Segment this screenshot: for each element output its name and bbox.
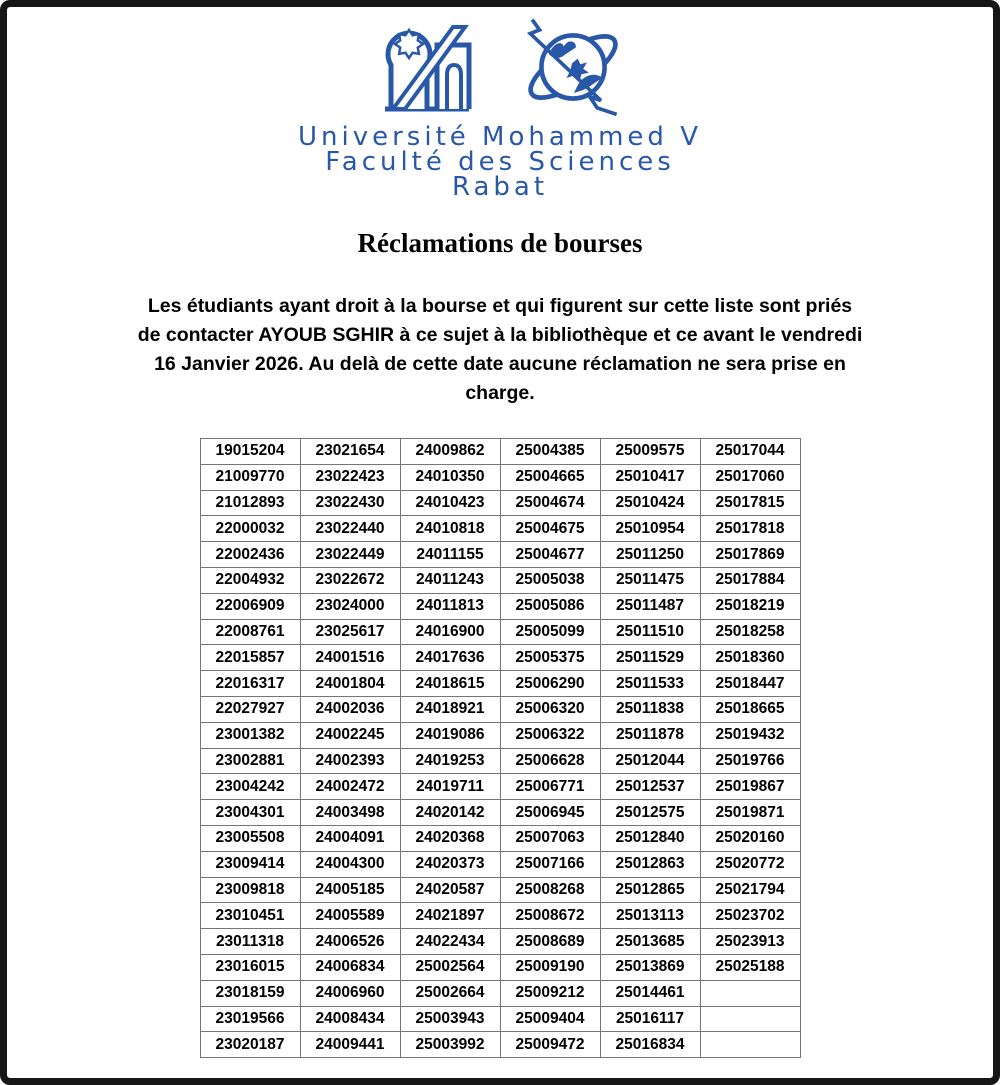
student-id-cell: 25017884 (700, 567, 800, 593)
table-row (200, 800, 800, 826)
student-id-cell: 24019086 (400, 722, 500, 748)
student-id-cell (700, 980, 800, 1006)
student-id-cell: 24001516 (300, 645, 400, 671)
student-id-cell: 25023702 (700, 903, 800, 929)
student-id-cell: 25012537 (600, 774, 700, 800)
student-id-cell: 24010423 (400, 490, 500, 516)
student-id-cell: 24010350 (400, 464, 500, 490)
student-id-cell: 23020187 (200, 1032, 300, 1058)
table-row (200, 851, 800, 877)
student-id-cell: 23009818 (200, 877, 300, 903)
student-id-cell: 19015204 (200, 439, 300, 465)
student-id-cell: 25011878 (600, 722, 700, 748)
student-id-cell: 21009770 (200, 464, 300, 490)
student-id-cell: 24017636 (400, 645, 500, 671)
student-id-cell: 25011250 (600, 542, 700, 568)
student-id-cell: 24019711 (400, 774, 500, 800)
student-id-cell: 25012575 (600, 800, 700, 826)
student-id-cell: 25005038 (500, 567, 600, 593)
student-id-cell: 23010451 (200, 903, 300, 929)
student-id-cell: 25003943 (400, 1006, 500, 1032)
student-id-cell: 25012865 (600, 877, 700, 903)
student-id-cell: 24009862 (400, 439, 500, 465)
notice-line: charge. (465, 382, 535, 404)
table-row (200, 671, 800, 697)
student-id-cell: 22006909 (200, 593, 300, 619)
student-id-cell: 24009441 (300, 1032, 400, 1058)
student-id-cell: 24001804 (300, 671, 400, 697)
notice-text (7, 292, 993, 408)
student-id-cell: 25020772 (700, 851, 800, 877)
student-id-cell: 24006960 (300, 980, 400, 1006)
student-id-cell: 22000032 (200, 516, 300, 542)
notice-line: de contacter AYOUB SGHIR à ce sujet à la bibliothèque et ce avant le vendredi (137, 324, 863, 346)
student-id-cell: 25008672 (500, 903, 600, 929)
student-id-cell: 24011243 (400, 567, 500, 593)
student-id-cell: 25017060 (700, 464, 800, 490)
science-orbit-logo-icon (521, 15, 625, 119)
student-id-cell: 25011510 (600, 619, 700, 645)
student-id-cell: 25008268 (500, 877, 600, 903)
student-id-cell: 25006771 (500, 774, 600, 800)
student-id-cell: 23019566 (200, 1006, 300, 1032)
table-row (200, 748, 800, 774)
table-row (200, 619, 800, 645)
table-row (200, 696, 800, 722)
student-id-cell: 25017818 (700, 516, 800, 542)
table-row (200, 490, 800, 516)
student-id-cell: 24006526 (300, 929, 400, 955)
student-id-cell: 25016834 (600, 1032, 700, 1058)
student-id-cell: 24018921 (400, 696, 500, 722)
table-row (200, 439, 800, 465)
student-id-cell: 23004242 (200, 774, 300, 800)
student-id-cell (700, 1032, 800, 1058)
student-id-cell: 25023913 (700, 929, 800, 955)
student-id-cell: 24004091 (300, 825, 400, 851)
university-name: Université Mohammed V (298, 122, 702, 152)
student-id-cell: 25006320 (500, 696, 600, 722)
table-row (200, 980, 800, 1006)
student-id-cell: 25018665 (700, 696, 800, 722)
student-id-cell: 25010424 (600, 490, 700, 516)
student-id-cell: 25009190 (500, 954, 600, 980)
student-id-cell: 25016117 (600, 1006, 700, 1032)
student-id-cell: 23021654 (300, 439, 400, 465)
student-id-cell: 25025188 (700, 954, 800, 980)
table-row (200, 722, 800, 748)
table-row (200, 825, 800, 851)
table-row (200, 516, 800, 542)
student-id-cell (700, 1006, 800, 1032)
student-id-cell: 25018258 (700, 619, 800, 645)
student-id-cell: 25007166 (500, 851, 600, 877)
notice-line: Les étudiants ayant droit à la bourse et qui figurent sur cette liste sont priés (147, 295, 853, 317)
student-id-cell: 23022449 (300, 542, 400, 568)
student-id-cell: 25019766 (700, 748, 800, 774)
student-id-cell: 23001382 (200, 722, 300, 748)
student-id-cell: 24018615 (400, 671, 500, 697)
student-id-cell: 24002036 (300, 696, 400, 722)
student-id-cell: 23002881 (200, 748, 300, 774)
student-id-cell: 25002664 (400, 980, 500, 1006)
student-id-cell: 23011318 (200, 929, 300, 955)
table-row (200, 774, 800, 800)
student-id-cell: 23022430 (300, 490, 400, 516)
student-id-cell: 25011838 (600, 696, 700, 722)
table-row (200, 1032, 800, 1058)
student-id-cell: 23016015 (200, 954, 300, 980)
student-id-cell: 25011475 (600, 567, 700, 593)
table-row (200, 877, 800, 903)
student-id-cell: 25019867 (700, 774, 800, 800)
student-id-cell: 25006628 (500, 748, 600, 774)
student-id-cell: 24020373 (400, 851, 500, 877)
student-id-cell: 24005185 (300, 877, 400, 903)
student-id-cell: 25004675 (500, 516, 600, 542)
student-id-cell: 25017044 (700, 439, 800, 465)
student-id-cell: 24011155 (400, 542, 500, 568)
student-id-cell: 25013113 (600, 903, 700, 929)
table-row (200, 567, 800, 593)
student-id-cell: 24005589 (300, 903, 400, 929)
student-id-cell: 24019253 (400, 748, 500, 774)
student-id-cell: 22008761 (200, 619, 300, 645)
table-row (200, 929, 800, 955)
student-id-cell: 23018159 (200, 980, 300, 1006)
student-id-cell: 25019432 (700, 722, 800, 748)
table-row (200, 954, 800, 980)
notice-line: 16 Janvier 2026. Au delà de cette date aucune réclamation ne sera prise en (154, 353, 846, 375)
student-id-cell: 25009404 (500, 1006, 600, 1032)
student-id-cell: 25014461 (600, 980, 700, 1006)
student-id-cell: 23005508 (200, 825, 300, 851)
table-row (200, 593, 800, 619)
student-id-cell: 24011813 (400, 593, 500, 619)
student-id-cell: 25013869 (600, 954, 700, 980)
student-id-cell: 25005099 (500, 619, 600, 645)
student-id-cell: 25002564 (400, 954, 500, 980)
student-id-cell: 25017869 (700, 542, 800, 568)
student-id-cell: 25010417 (600, 464, 700, 490)
student-id-table (200, 438, 801, 1058)
student-id-cell: 25012863 (600, 851, 700, 877)
table-row (200, 645, 800, 671)
student-id-cell: 25007063 (500, 825, 600, 851)
university-arch-logo-icon (375, 15, 475, 115)
student-id-cell: 25017815 (700, 490, 800, 516)
student-id-cell: 24022434 (400, 929, 500, 955)
student-id-cell: 24006834 (300, 954, 400, 980)
student-id-cell: 24020368 (400, 825, 500, 851)
student-id-cell: 25008689 (500, 929, 600, 955)
student-id-cell: 25011533 (600, 671, 700, 697)
student-id-cell: 23025617 (300, 619, 400, 645)
student-id-cell: 23022672 (300, 567, 400, 593)
student-id-cell: 25018360 (700, 645, 800, 671)
student-id-cell: 25006322 (500, 722, 600, 748)
student-id-cell: 25018219 (700, 593, 800, 619)
student-id-cell: 24002393 (300, 748, 400, 774)
student-id-cell: 25005375 (500, 645, 600, 671)
student-id-cell: 24016900 (400, 619, 500, 645)
student-id-cell: 23004301 (200, 800, 300, 826)
student-id-cell: 24004300 (300, 851, 400, 877)
student-id-cell: 24020142 (400, 800, 500, 826)
student-id-cell: 25012044 (600, 748, 700, 774)
student-id-cell: 24002245 (300, 722, 400, 748)
student-id-cell: 25009472 (500, 1032, 600, 1058)
student-id-cell: 25009575 (600, 439, 700, 465)
student-id-cell: 25011487 (600, 593, 700, 619)
student-id-cell: 22015857 (200, 645, 300, 671)
header-logos (7, 7, 993, 119)
page-title: Réclamations de bourses (357, 228, 643, 258)
student-id-cell: 24008434 (300, 1006, 400, 1032)
student-id-cell: 23009414 (200, 851, 300, 877)
table-row (200, 464, 800, 490)
student-id-cell: 25010954 (600, 516, 700, 542)
student-id-cell: 23022423 (300, 464, 400, 490)
student-id-cell: 25006290 (500, 671, 600, 697)
student-id-cell: 25009212 (500, 980, 600, 1006)
student-id-cell: 24003498 (300, 800, 400, 826)
student-id-cell: 22002436 (200, 542, 300, 568)
faculty-name: Faculté des Sciences (325, 147, 675, 177)
student-id-cell: 23022440 (300, 516, 400, 542)
student-id-cell: 22004932 (200, 567, 300, 593)
student-id-cell: 25013685 (600, 929, 700, 955)
student-id-cell: 25004385 (500, 439, 600, 465)
student-id-cell: 25004677 (500, 542, 600, 568)
student-id-cell: 25011529 (600, 645, 700, 671)
student-id-cell: 25004674 (500, 490, 600, 516)
student-id-cell: 25006945 (500, 800, 600, 826)
student-id-cell: 25005086 (500, 593, 600, 619)
table-row (200, 1006, 800, 1032)
student-id-cell: 25019871 (700, 800, 800, 826)
student-id-cell: 25003992 (400, 1032, 500, 1058)
student-id-cell: 22027927 (200, 696, 300, 722)
student-id-cell: 24002472 (300, 774, 400, 800)
institution-name-block (7, 122, 993, 202)
student-id-cell: 24020587 (400, 877, 500, 903)
student-id-cell: 25020160 (700, 825, 800, 851)
student-id-cell: 25018447 (700, 671, 800, 697)
student-id-cell: 24010818 (400, 516, 500, 542)
student-id-cell: 25021794 (700, 877, 800, 903)
student-id-cell: 24021897 (400, 903, 500, 929)
city-name: Rabat (451, 172, 549, 202)
student-id-cell: 25004665 (500, 464, 600, 490)
table-row (200, 542, 800, 568)
student-id-cell: 21012893 (200, 490, 300, 516)
student-table-body (200, 439, 800, 1058)
student-id-cell: 25012840 (600, 825, 700, 851)
table-row (200, 903, 800, 929)
student-id-cell: 22016317 (200, 671, 300, 697)
student-id-cell: 23024000 (300, 593, 400, 619)
